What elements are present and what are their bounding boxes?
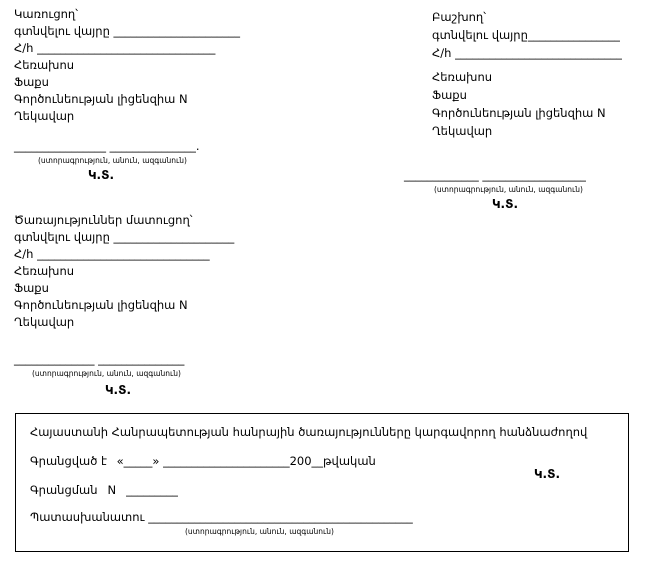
- location-label: գտնվելու վայրը: [14, 24, 110, 38]
- registered-row: [30, 453, 614, 470]
- signature-note: (ստորագրություն, անուն, ազգանուն): [185, 527, 334, 536]
- registration-number-row: [30, 482, 614, 499]
- account-row: [14, 40, 240, 57]
- account-label: Հ/հ: [14, 41, 34, 55]
- signature-blank-line: _____________ __________________: [404, 168, 586, 182]
- fax-label: Ֆաքս: [14, 281, 49, 295]
- service-provider-block: [14, 212, 234, 399]
- registration-box: [15, 413, 629, 552]
- location-label: գտնվելու վայրը: [432, 28, 528, 42]
- head-label: Ղեկավար: [14, 109, 75, 123]
- commission-title: Հայաստանի Հանրապետության հանրային ծառայությունները կարգավորող հանձնաժողով: [30, 425, 588, 439]
- registration-number-label: Գրանցման: [30, 483, 98, 497]
- phone-label: Հեռախոս: [432, 70, 493, 84]
- signature-note: (ստորագրություն, անուն, ազգանուն): [32, 369, 181, 378]
- signature-blank-line: ________________ _______________.: [14, 139, 200, 153]
- account-label: Հ/հ: [14, 247, 34, 261]
- account-blank-line: ______________________________: [37, 247, 210, 261]
- seal-mark: Կ.Տ.: [88, 168, 114, 182]
- location-blank-line: ________________: [527, 28, 620, 42]
- account-row: [432, 44, 622, 62]
- license-label: Գործունեության լիցենզիա N: [14, 298, 188, 312]
- registered-day-blank: «_____»: [116, 454, 160, 468]
- account-blank-line: _______________________________: [37, 41, 216, 55]
- seal-mark: Կ.Տ.: [105, 383, 131, 397]
- location-label: գտնվելու վայրը: [14, 230, 110, 244]
- phone-label: Հեռախոս: [14, 58, 75, 72]
- signature-note: (ստորագրություն, անուն, ազգանուն): [38, 156, 187, 165]
- party-title: Ծառայություններ մատուցող՝: [14, 213, 193, 227]
- responsible-label: Պատասխանատու: [30, 510, 145, 524]
- head-label: Ղեկավար: [432, 124, 493, 138]
- party-title: Բաշխող՝: [432, 10, 486, 24]
- distributor-block: [404, 8, 622, 213]
- location-row: [14, 23, 240, 40]
- account-row: [14, 246, 234, 263]
- responsible-blank-line: ______________________________________________: [148, 510, 413, 524]
- account-label: Հ/հ: [432, 46, 452, 60]
- fax-label: Ֆաքս: [432, 88, 467, 102]
- registered-label: Գրանցված է: [30, 454, 107, 468]
- phone-label: Հեռախոս: [14, 264, 75, 278]
- license-label: Գործունեության լիցենզիա N: [432, 106, 606, 120]
- location-blank-line: ______________________: [113, 24, 241, 38]
- registered-month-year-blank: ______________________200__թվական: [163, 454, 376, 468]
- number-n-symbol: N: [107, 483, 117, 497]
- responsible-row: [30, 509, 614, 526]
- registration-number-blank: _________: [126, 483, 178, 497]
- party-title: Կառուցող՝: [14, 7, 78, 21]
- fax-label: Ֆաքս: [14, 75, 49, 89]
- license-label: Գործունեության լիցենզիա N: [14, 92, 188, 106]
- seal-mark: Կ.Տ.: [534, 467, 560, 481]
- seal-mark: Կ.Տ.: [492, 197, 518, 211]
- builder-block: [14, 6, 240, 184]
- location-row: [14, 229, 234, 246]
- location-row: [432, 26, 622, 44]
- account-blank-line: _____________________________: [455, 46, 622, 60]
- signature-blank-line: ______________ _______________: [14, 352, 185, 366]
- signature-note: (ստորագրություն, անուն, ազգանուն): [434, 185, 583, 194]
- head-label: Ղեկավար: [14, 315, 75, 329]
- location-blank-line: _____________________: [113, 230, 235, 244]
